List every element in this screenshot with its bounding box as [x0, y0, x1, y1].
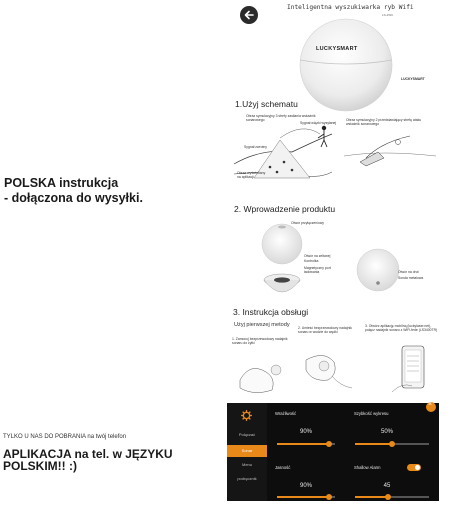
polish-line-1: POLSKA instrukcja: [4, 176, 119, 190]
s3-step-3: 3. Otwórz aplikację mobilną (luckylaser.net), połącz nadajnik sonaru z WiFi-fede (LS3400TR): [365, 324, 438, 332]
doc-model: LS-2WC: [382, 13, 394, 17]
speed-label: Szybkość wykresu: [354, 411, 389, 416]
close-icon: ×: [428, 401, 433, 408]
s2-label-6: Sonda metalowa: [398, 276, 424, 280]
polish-instruction-note: [4, 176, 194, 206]
s1-label-5: Obraz wyświetlany na aplikacji: [237, 171, 266, 179]
sensitivity-slider-knob[interactable]: [326, 441, 332, 447]
shallow-alarm-label: Shallow Alarm: [354, 465, 381, 470]
sidebar-item-menu[interactable]: Menu: [241, 462, 252, 467]
section-3-subheading: Użyj pierwszej metody: [234, 322, 290, 328]
arrow-left-icon: [244, 10, 254, 20]
section-3-diagram: [232, 340, 440, 398]
shallow-alarm-slider-knob[interactable]: [385, 494, 391, 500]
section-2-heading: 2. Wprowadzenie produktu: [234, 204, 336, 214]
brightness-slider[interactable]: [277, 496, 335, 498]
s2-label-5: Otwór na drut: [398, 270, 419, 274]
s1-label-3: Sygnał zwrotny: [244, 145, 267, 149]
s1-label-4: Obraz symulacyjny 2 przedstawiający strefę ataku wskaźnik sonarowego: [346, 118, 422, 126]
sidebar-item-manual[interactable]: podręcznik: [237, 476, 257, 481]
brightness-value: 90%: [299, 483, 312, 489]
s2-label-1: Otwór przyłączeniowy: [291, 221, 324, 225]
app-language-note: [3, 448, 193, 472]
shallow-alarm-value: 45: [383, 483, 391, 489]
sensitivity-slider[interactable]: [277, 443, 335, 445]
brightness-slider-fill: [277, 496, 329, 498]
s1-label-2: Sygnał wiązki wysyłanej: [300, 121, 337, 125]
sidebar-item-connect[interactable]: Połączać: [238, 432, 256, 437]
app-sidebar: [227, 403, 267, 501]
shallow-alarm-toggle[interactable]: [407, 464, 421, 471]
back-button[interactable]: [240, 6, 258, 24]
speed-slider-fill: [355, 443, 392, 445]
brightness-slider-knob[interactable]: [326, 494, 332, 500]
s2-label-2: Otwór na zeltanej: [304, 254, 331, 258]
sidebar-item-sonar[interactable]: Sonar: [227, 445, 267, 457]
speed-slider[interactable]: [355, 443, 429, 445]
speed-slider-knob[interactable]: [389, 441, 395, 447]
s2-label-4: Magnetyczny port ładowania: [304, 266, 331, 274]
s2-label-3: Kontrolka: [304, 259, 319, 263]
shallow-alarm-slider-fill: [355, 496, 388, 498]
shallow-alarm-slider[interactable]: [355, 496, 429, 498]
sensitivity-slider-fill: [277, 443, 329, 445]
sensitivity-label: Wrażliwość: [275, 411, 297, 416]
section-3-heading: 3. Instrukcja obsługi: [233, 307, 309, 317]
doc-title: Inteligentna wyszukiwarka ryb Wifi: [287, 4, 414, 11]
polish-line-2: - dołączona do wysyłki.: [4, 191, 143, 205]
brand-logo-top: LUCKYSMART: [316, 46, 358, 52]
speed-value: 50%: [380, 429, 393, 435]
brand-logo-side: LUCKYSMART: [401, 77, 425, 81]
brightness-label: Jasność: [275, 465, 291, 470]
gear-icon[interactable]: [241, 410, 252, 421]
app-line-2: POLSKIM!! :): [3, 459, 77, 473]
app-line-1: APLIKACJA na tel. w JĘZYKU: [3, 447, 173, 461]
s1-label-1: Obraz symulacyjny 3 strefy zasilania wskaźnik sonarowego: [246, 114, 316, 122]
app-settings-panel: [227, 403, 439, 501]
s3-step-1: 1. Zamocuj bezprzewodowy nadajnik sonaru do żyłki: [232, 337, 288, 345]
sensitivity-value: 90%: [299, 429, 312, 435]
app-close-button[interactable]: [426, 402, 436, 412]
section-1-heading: 1.Użyj schematu: [235, 99, 298, 109]
download-note: TYLKO U NAS DO POBRANIA na twój telefon: [3, 434, 127, 440]
s3-step-2: 2. Umieść bezprzewodowy nadajnik sonaru w wodzie do wędki: [298, 326, 352, 334]
